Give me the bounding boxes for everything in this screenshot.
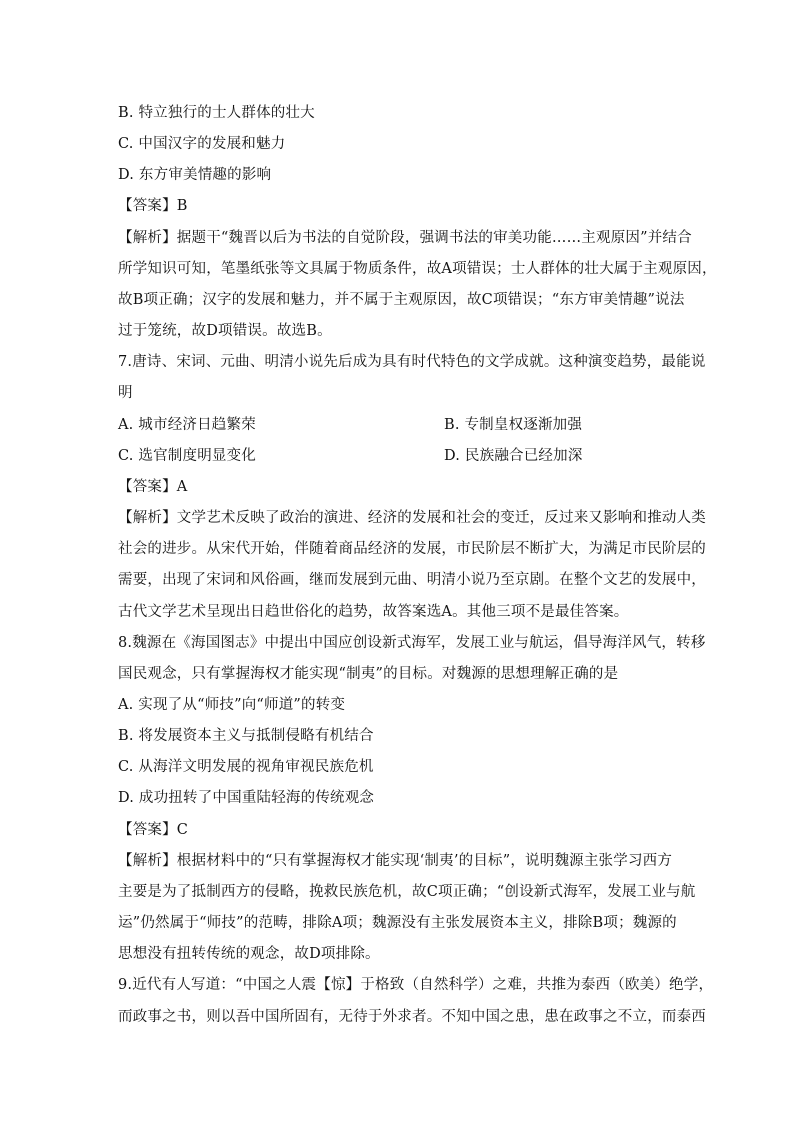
- q8-analysis-line: 主要是为了抵制西方的侵略，挽救民族危机，故C项正确；“创设新式海军，发展工业与航: [118, 884, 696, 900]
- q7-analysis-line: 社会的进步。从宋代开始，伴随着商品经济的发展，市民阶层不断扩大，为满足市民阶层的: [118, 541, 706, 557]
- q7-answer: 【答案】A: [118, 479, 188, 495]
- q8-analysis-line: 思想没有扭转传统的观念，故D项排除。: [118, 946, 380, 962]
- q8-analysis-line: 运”仍然属于“师技”的范畴，排除A项；魏源没有主张发展资本主义，排除B项；魏源的: [118, 915, 677, 931]
- q8-analysis-line: 【解析】根据材料中的“只有掌握海权才能实现‘制夷’的目标”，说明魏源主张学习西方: [118, 853, 673, 869]
- q6-analysis-line: 故B项正确；汉字的发展和魅力，并不属于主观原因，故C项错误；“东方审美情趣”说法: [118, 292, 685, 308]
- q6-analysis-line: 【解析】据题干“魏晋以后为书法的自觉阶段，强调书法的审美功能……主观原因”并结合: [118, 230, 692, 246]
- q6-analysis-line: 过于笼统，故D项错误。故选B。: [118, 323, 332, 339]
- q8-answer: 【答案】C: [118, 822, 189, 838]
- q8-option-c: C. 从海洋文明发展的视角审视民族危机: [118, 759, 374, 775]
- q6-option-b: B. 特立独行的士人群体的壮大: [118, 105, 315, 121]
- q7-stem-line: 7.唐诗、宋词、元曲、明清小说先后成为具有时代特色的文学成就。这种演变趋势，最能说: [118, 354, 706, 370]
- q8-stem-line: 8.魏源在《海国图志》中提出中国应创设新式海军，发展工业与航运，倡导海洋风气，转移: [118, 635, 706, 651]
- q7-analysis-line: 需要，出现了宋词和风俗画，继而发展到元曲、明清小说乃至京剧。在整个文艺的发展中，: [118, 572, 706, 588]
- q7-stem-line: 明: [118, 385, 133, 401]
- q7-analysis-line: 【解析】文学艺术反映了政治的演进、经济的发展和社会的变迁，反过来又影响和推动人类: [118, 510, 706, 526]
- q6-analysis-line: 所学知识可知，笔墨纸张等文具属于物质条件，故A项错误；士人群体的壮大属于主观原因，: [118, 261, 717, 277]
- q7-analysis-line: 古代文学艺术呈现出日趋世俗化的趋势，故答案选A。其他三项不是最佳答案。: [118, 604, 629, 620]
- q8-option-b: B. 将发展资本主义与抵制侵略有机结合: [118, 728, 374, 744]
- q9-stem-line: 而政事之书，则以吾中国所固有，无待于外求者。不知中国之患，患在政事之不立，而泰西: [118, 1009, 706, 1025]
- q7-option-d: D. 民族融合已经加深: [444, 448, 583, 464]
- q6-answer: 【答案】B: [118, 198, 188, 214]
- q8-stem-line: 国民观念，只有掌握海权才能实现“制夷”的目标。对魏源的思想理解正确的是: [118, 666, 619, 682]
- q9-stem-line: 9.近代有人写道：“中国之人震【惊】于格致（自然科学）之难，共推为泰西（欧美）绝学，: [118, 977, 714, 993]
- q6-option-c: C. 中国汉字的发展和魅力: [118, 136, 286, 152]
- q7-option-a: A. 城市经济日趋繁荣: [118, 417, 256, 433]
- q7-option-c: C. 选官制度明显变化: [118, 448, 256, 464]
- q8-option-a: A. 实现了从“师技”向“师道”的转变: [118, 697, 346, 713]
- q8-option-d: D. 成功扭转了中国重陆轻海的传统观念: [118, 790, 375, 806]
- q6-option-d: D. 东方审美情趣的影响: [118, 167, 272, 183]
- q7-option-b: B. 专制皇权逐渐加强: [444, 417, 583, 433]
